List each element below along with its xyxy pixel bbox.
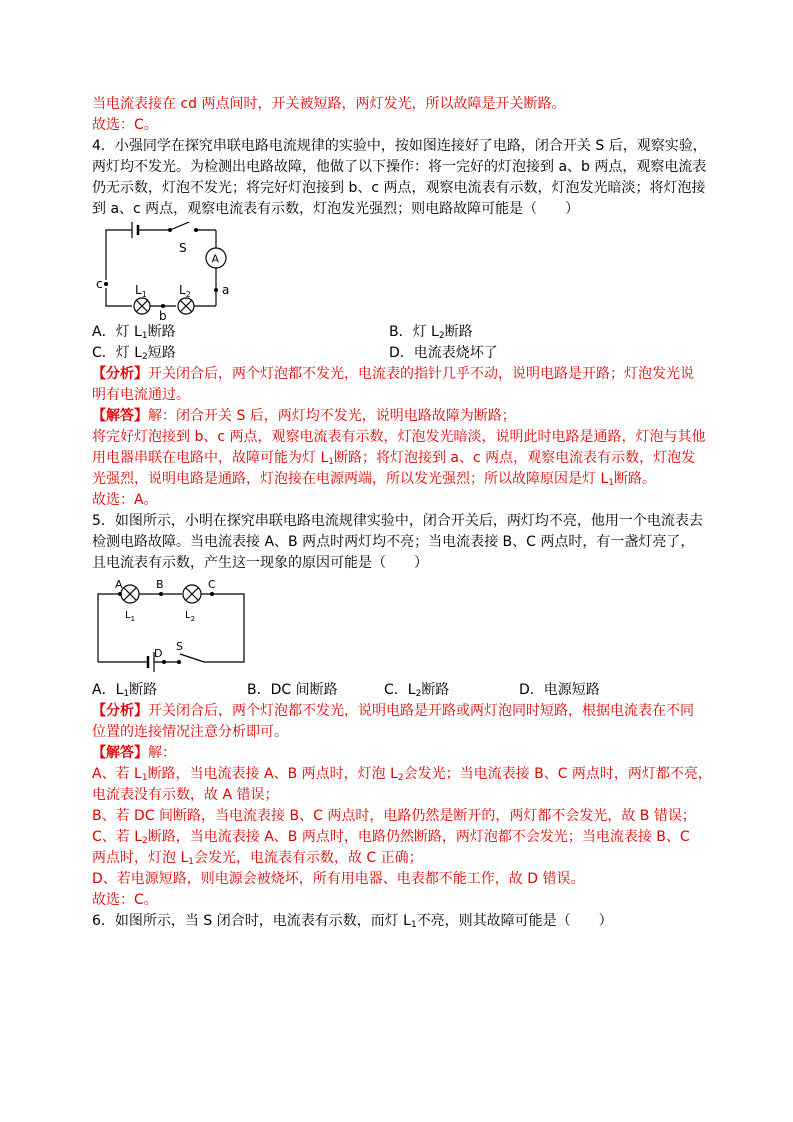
q5-label-b: B (156, 578, 164, 591)
q4-solution: 【解答】解：闭合开关 S 后，两灯均不发光，说明电路故障为断路； (92, 408, 516, 424)
q4-stem-line: 到 a、c 两点，观察电流表有示数，灯泡发光强烈；则电路故障可能是（ ） (92, 201, 580, 217)
q5-stem-line: 检测电路故障。当电流表接 A、B 两点时两灯均不亮；当电流表接 B、C 两点时，有一盏灯亮了， (92, 534, 695, 550)
q3-analysis-end: 当电流表接在 cd 两点间时，开关被短路，两灯发光，所以故障是开关断路。 (92, 96, 566, 112)
q4-solution-line: 将完好灯泡接到 b、c 两点，观察电流表有示数，灯泡发光暗淡，说明此时电路是通路，灯泡与其他 (92, 429, 706, 445)
q4-answer: 故选：A。 (92, 492, 158, 508)
q5-answer: 故选：C。 (92, 892, 158, 908)
q5-solution-line: 两点时，灯泡 $L_1$会发光，电流表有示数，故 C 正确； (92, 850, 423, 867)
q5-option-d[interactable]: D．电源短路 (519, 682, 600, 698)
q4-label-c: c (96, 277, 103, 291)
q4-label-l1: $L_1$ (135, 283, 147, 299)
q5-solution-line: D、若电源短路，则电源会被烧坏，所有用电器、电表都不能工作，故 D 错误。 (92, 871, 585, 887)
q5-label-d: D (154, 647, 163, 660)
document-page (92, 94, 712, 932)
q4-label-a: a (222, 283, 230, 297)
q4-option-d[interactable]: D．电流表烧坏了 (389, 345, 498, 361)
q4-solution-line: 光强烈，说明电路是通路，灯泡接在电源两端，所以发光强烈；所以故障原因是灯 $L_1$断路。 (92, 471, 656, 488)
q4-solution-line: 用电器串联在电路中，故障可能为灯 $L_1$断路；将灯泡接到 a、c 两点，观察电流表有示数，灯泡发 (92, 450, 696, 467)
q4-option-a[interactable]: A．灯 $L_1$断路 (92, 324, 176, 341)
q4-option-b[interactable]: B．灯 $L_2$断路 (389, 324, 473, 341)
q4-label-l2: $L_2$ (179, 283, 191, 299)
q4-stem-line: 仍无示数，灯泡不发光；将完好灯泡接到 b、c 两点，观察电流表有示数，灯泡发光暗淡；将灯泡接 (92, 180, 706, 196)
q4-circuit-diagram (92, 222, 242, 322)
q5-stem-line: 5．如图所示，小明在探究串联电路电流规律实验中，闭合开关后，两灯均不亮，他用一个电流表去 (92, 513, 703, 529)
q5-analysis: 【分析】开关闭合后，两个灯泡都不发光，说明电路是开路或两灯泡同时短路，根据电流表在不同 (92, 703, 694, 719)
q4-stem-line: 两灯均不发光。为检测出电路故障，他做了以下操作：将一完好的灯泡接到 a、b 两点，观察电流表 (92, 159, 707, 175)
q4-option-c[interactable]: C．灯 $L_2$短路 (92, 345, 176, 362)
q5-option-b[interactable]: B．DC 间断路 (247, 682, 338, 698)
q5-solution-line: A、若 $L_1$断路，当电流表接 A、B 两点时，灯泡 $L_2$会发光；当电流表接 B、C 两点时，两灯都不亮， (92, 766, 712, 783)
q3-answer: 故选：C。 (92, 117, 158, 133)
q5-analysis-cont: 位置的连接情况注意分析即可。 (92, 724, 288, 740)
q5-stem-line: 且电流表有示数，产生这一现象的原因可能是（ ） (92, 555, 428, 571)
q5-solution-line: B、若 DC 间断路，当电流表接 B、C 两点时，电路仍然是断开的，两灯都不会发光，故 B 错误； (92, 808, 696, 824)
q5-option-a[interactable]: A．$L_1$断路 (92, 682, 158, 699)
q5-label-l1: $L_1$ (125, 610, 136, 623)
q5-solution: 【解答】解： (92, 745, 176, 761)
q5-label-a: A (115, 578, 123, 591)
q5-solution-line: C、若 $L_2$断路，当电流表接 A、B 两点时，电路仍然断路，两灯泡都不会发光；当电流表接 B、C (92, 829, 690, 846)
q5-option-c[interactable]: C．$L_2$断路 (384, 682, 450, 699)
q6-stem: 6．如图所示，当 S 闭合时，电流表有示数，而灯 $L_1$不亮，则其故障可能是（ ） (92, 913, 613, 930)
q4-label-ammeter: A (211, 252, 220, 266)
q4-stem-line: 4．小强同学在探究串联电路电流规律的实验中，按如图连接好了电路，闭合开关 S 后，观察实验， (92, 138, 707, 154)
q4-options-row-1 (92, 322, 702, 343)
q4-analysis-cont: 明有电流通过。 (92, 387, 190, 403)
q4-label-b: b (159, 309, 167, 322)
q4-label-s: S (179, 241, 187, 255)
q5-options (92, 680, 702, 701)
q5-label-l2: $L_2$ (185, 610, 196, 623)
q5-solution-line: 电流表没有示数，故 A 错误； (92, 787, 279, 803)
q4-options-row-2 (92, 343, 702, 364)
q5-label-c: C (208, 578, 216, 591)
q5-circuit-diagram (92, 578, 252, 678)
q5-label-s: S (176, 640, 183, 653)
q4-analysis: 【分析】开关闭合后，两个灯泡都不发光，电流表的指针几乎不动，说明电路是开路；灯泡发光说 (92, 366, 694, 382)
